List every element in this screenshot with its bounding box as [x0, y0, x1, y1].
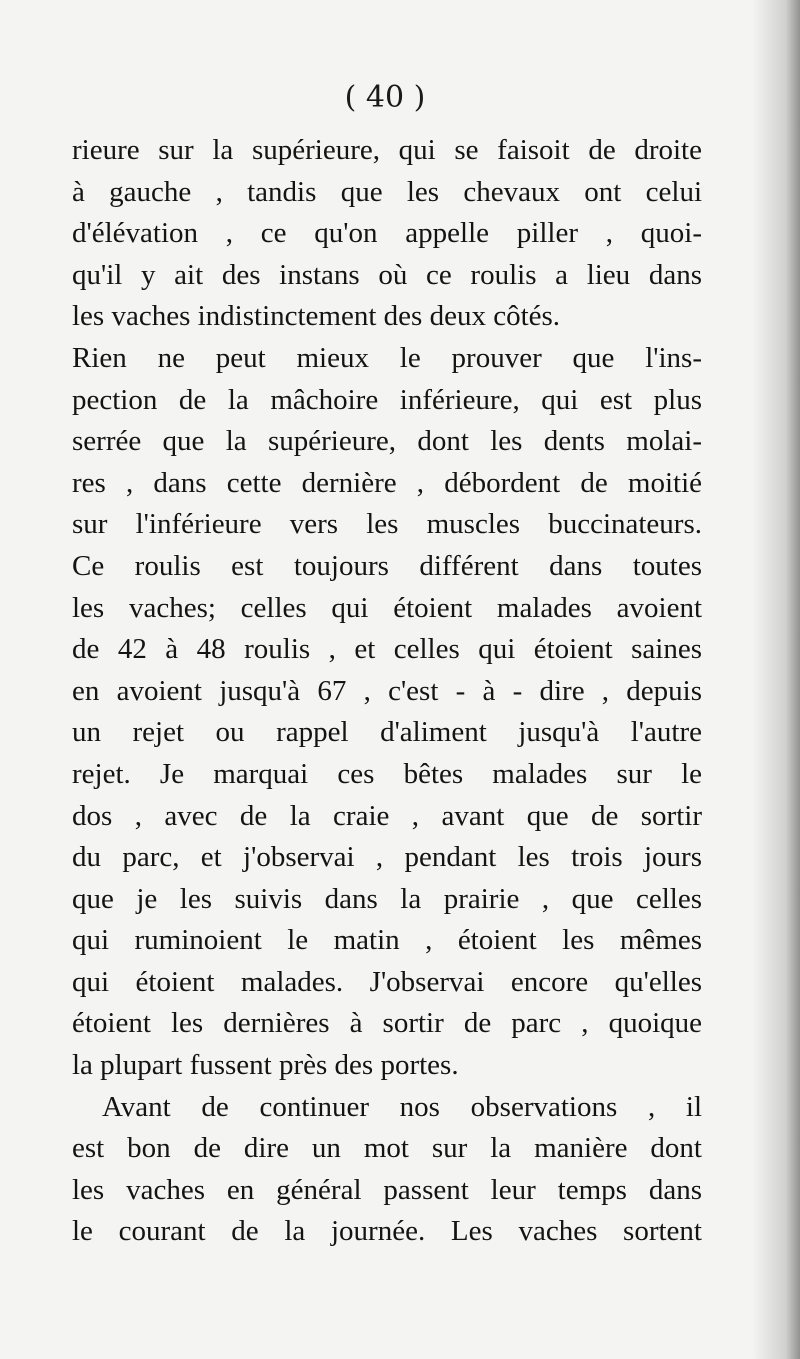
page-number-header: ( 40 )	[344, 80, 426, 115]
text-line: étoient les dernières à sortir de parc , quoique	[72, 1007, 702, 1040]
body-text	[72, 130, 702, 1253]
text-line: est bon de dire un mot sur la manière dont	[72, 1132, 702, 1165]
page-gutter-shadow	[752, 0, 800, 1359]
text-line: sur l'inférieure vers les muscles buccinateurs.	[72, 508, 702, 541]
text-line: rejet. Je marquai ces bêtes malades sur le	[72, 757, 702, 790]
text-line: un rejet ou rappel d'aliment jusqu'à l'autre	[72, 716, 702, 749]
text-line: les vaches indistinctement des deux côtés.	[72, 300, 561, 333]
text-line: le courant de la journée. Les vaches sortent	[72, 1215, 702, 1248]
text-line: que je les suivis dans la prairie , que celles	[72, 882, 702, 915]
text-line: Rien ne peut mieux le prouver que l'ins-	[72, 341, 702, 374]
text-line: rieure sur la supérieure, qui se faisoit de droite	[72, 134, 702, 166]
text-line: dos , avec de la craie , avant que de sortir	[72, 799, 702, 832]
text-line: qui étoient malades. J'observai encore qu'elles	[72, 965, 702, 998]
text-line: qu'il y ait des instans où ce roulis a lieu dans	[72, 258, 702, 291]
text-line: qui ruminoient le matin , étoient les mêmes	[72, 924, 702, 957]
text-line: les vaches; celles qui étoient malades avoient	[72, 591, 702, 624]
text-line: les vaches en général passent leur temps dans	[72, 1173, 702, 1206]
text-line: à gauche , tandis que les chevaux ont celui	[72, 175, 702, 208]
text-line: en avoient jusqu'à 67 , c'est - à - dire , depuis	[72, 674, 702, 707]
text-line: serrée que la supérieure, dont les dents molai-	[72, 425, 702, 458]
text-line: Ce roulis est toujours différent dans toutes	[72, 549, 702, 582]
text-line: la plupart fussent près des portes.	[72, 1049, 459, 1082]
text-line: du parc, et j'observai , pendant les trois jours	[72, 841, 702, 874]
text-line: d'élévation , ce qu'on appelle piller , quoi-	[72, 217, 702, 250]
text-line: res , dans cette dernière , débordent de moitié	[72, 466, 702, 499]
text-line: pection de la mâchoire inférieure, qui est plus	[72, 383, 702, 416]
text-line: Avant de continuer nos observations , il	[102, 1090, 702, 1123]
text-line: de 42 à 48 roulis , et celles qui étoient saines	[72, 633, 702, 666]
